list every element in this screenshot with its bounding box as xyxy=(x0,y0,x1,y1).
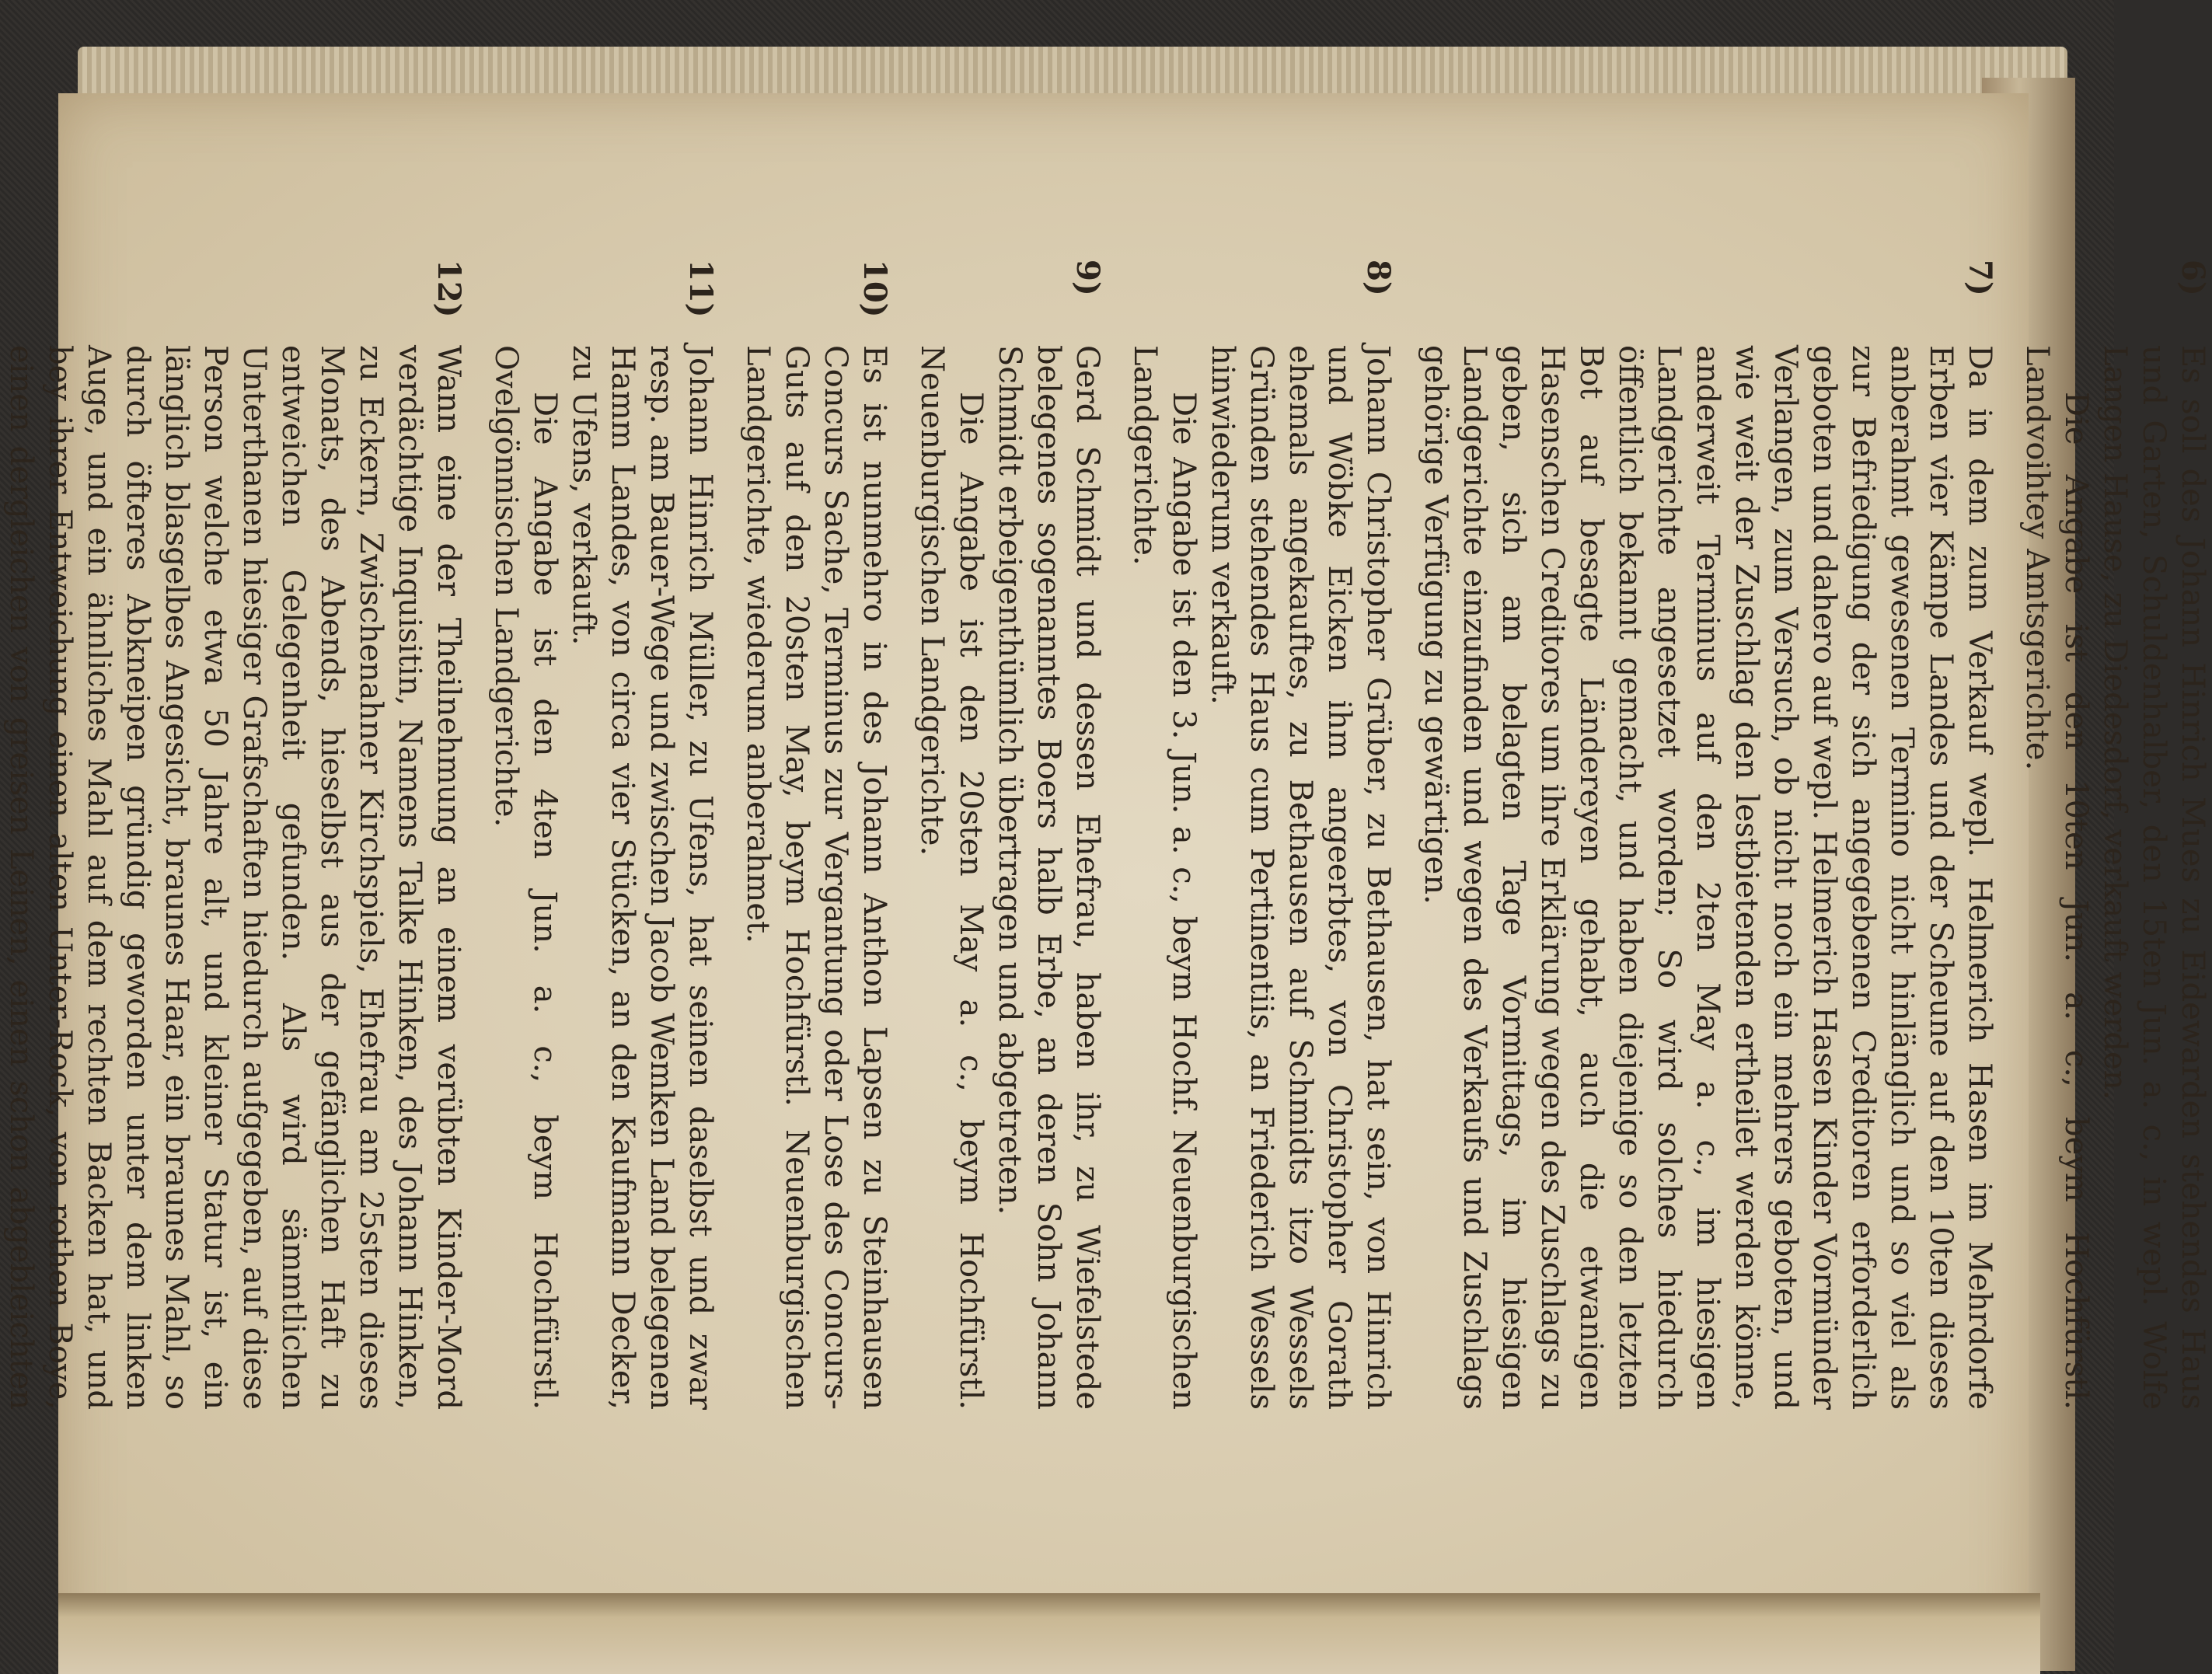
entry-body xyxy=(738,345,894,1410)
entry-body xyxy=(1416,345,1999,1410)
entry-number: 11) xyxy=(682,260,719,318)
entry-8 xyxy=(1125,260,1397,1410)
entry-7 xyxy=(1416,260,1999,1410)
entry-note: Die Angabe ist den 10ten Jun. a. c., beym Hochfürstl. Landvoihtey Amtsgerichte. xyxy=(2019,345,2094,1410)
entry-text: Gerd Schmidt und dessen Ehefrau, haben ihr, zu Wiefelstede belegenes sogenanntes Boers halb Erbe, an deren Sohn Johann Schmidt erbeigenthümlich übertragen und abgetreten. xyxy=(992,345,1105,1410)
entry-body xyxy=(2018,345,2212,1410)
entry-11 xyxy=(487,260,720,1410)
entry-note: Die Angabe ist den 20sten May a. c., beym Hochfürstl. Neuenburgischen Landgerichte. xyxy=(914,345,989,1410)
entry-text: Wann eine der Theilnehmung an einem verübten Kinder-Mord verdächtige Inquisitin, Namens Talke Hinken, des Johann Hinken, zu Eckern, Zwischenahner Kirchspiels, Ehefrau am 25sten dieses Monats, des Abends, hieselbst aus der gefänglichen Haft zu entweichen Gelegenheit gefunden. Als wird sämmtlichen Unterthanen hiesiger Grafschaften hiedurch aufgegeben, auf diese Person welche etwa 50 Jahre alt, und kleiner Statur ist, ein länglich blasgelbes Angesicht, braunes Haar, ein braunes Mahl, so durch öfteres Abkneipen gründig geworden unter dem linken Auge, und ein ähnliches Mahl auf dem rechten Backen hat, und bey ihrer Entweichung einen alten Unter-Rock, von rothen Boye, einen dergleichen von greisen Leinen, einen schon abgebleichten xyxy=(3,345,466,1410)
entry-body xyxy=(487,345,720,1410)
entry-note: Die Angabe ist den 4ten Jun. a. c., beym Hochfürstl. Ovelgönnischen Landgerichte. xyxy=(488,345,563,1410)
entry-number: 12) xyxy=(431,260,467,318)
entry-number: 9) xyxy=(1069,260,1106,296)
rotated-text-block xyxy=(0,260,2212,1410)
book-gutter xyxy=(58,1593,2040,1674)
entry-text: Es soll des Johann Hinrich Mues zu Eidewarden stehendes Haus und Garten, Schuldenhalber, den 15ten Jun. a. c., in wepl. Wolfe Langen Hause, zu Diedesdorf, verkauft werden. xyxy=(2097,345,2210,1410)
entry-text: Johann Hinrich Müller, zu Ufens, hat seinen daselbst und zwar resp. am Bauer-Wege und zwischen Jacob Wemken Land belegenen Hamm Landes, von circa vier Stücken, an den Kaufmann Decker, zu Ufens, verkauft. xyxy=(566,345,718,1410)
entry-number: 6) xyxy=(2175,260,2211,296)
entry-12 xyxy=(0,260,468,1410)
entry-text: Johann Christopher Grüber, zu Bethausen, hat sein, von Hinrich und Wöbke Eicken ihm angeerbtes, von Christopher Gorath ehemals angekauftes, zu Bethausen auf Schmidts itzo Wessels Gründen stehendes Haus cum Pertinentiis, an Friederich Wessels hinwiederum verkauft. xyxy=(1205,345,1396,1410)
entry-body xyxy=(912,345,1107,1410)
entry-text: Es ist nunmehro in des Johann Anthon Lapsen zu Steinhausen Concurs Sache, Terminus zur Vergantung oder Lose des Concurs-Guts auf den 20sten May, beym Hochfürstl. Neuenburgischen Landgerichte, wiederum anberahmet. xyxy=(740,345,892,1410)
entry-10 xyxy=(738,260,894,1410)
entry-body xyxy=(1125,345,1397,1410)
entry-number: 8) xyxy=(1360,260,1397,296)
entry-9 xyxy=(912,260,1107,1410)
entry-text: Da in dem zum Verkauf wepl. Helmerich Hasen im Mehrdorfe Erben vier Kämpe Landes und der Scheune auf den 10ten dieses anberahmt gewesenen Termino nicht hinlänglich und so viel als zur Befriedigung der sich angegebenen Creditoren erforderlich geboten und dahero auf wepl. Helmerich Hasen Kinder Vormünder Verlangen, zum Versuch, ob nicht noch ein mehrers geboten, und wie weit der Zuschlag den lestbietenden ertheilet werden könne, anderweit Terminus auf den 2ten May a. c., im hiesigen Landgerichte angesetzet worden; So wird solches hiedurch öffentlich bekannt gemacht, und haben diejenige so den letzten Bot auf besagte Ländereyen gehabt, auch die etwanigen Hasenschen Creditores um ihre Erklärung wegen des Zuschlags zu geben, sich am belagten Tage Vormittags, im hiesigen Landgerichte einzufinden und wegen des Verkaufs und Zuschlags gehörige Verfügung zu gewärtigen. xyxy=(1418,345,1997,1410)
entry-body xyxy=(0,345,468,1410)
entry-number: 10) xyxy=(857,260,893,318)
entry-number: 7) xyxy=(1962,260,1998,296)
entry-6 xyxy=(2018,260,2212,1410)
entry-note: Die Angabe ist den 3. Jun. a. c., beym Hochf. Neuenburgischen Landgerichte. xyxy=(1127,345,1202,1410)
